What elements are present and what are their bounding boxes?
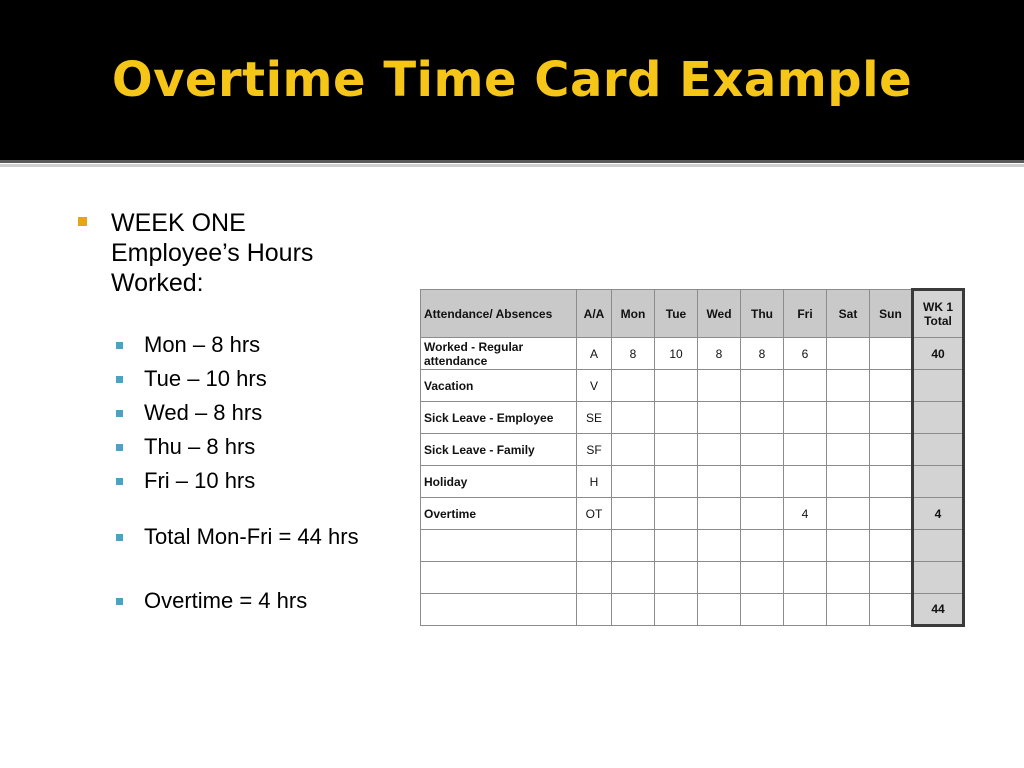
cell-aa: H — [577, 466, 612, 498]
table-header-row — [421, 290, 964, 338]
table-row — [421, 434, 964, 466]
header-attendance: Attendance/ Absences — [421, 290, 577, 338]
cell-sun — [870, 594, 913, 626]
list-item-text: Wed – 8 hrs — [144, 400, 263, 425]
cell-mon — [612, 402, 655, 434]
cell-attendance — [421, 562, 577, 594]
header-mon: Mon — [612, 290, 655, 338]
cell-aa — [577, 594, 612, 626]
cell-fri: 4 — [784, 498, 827, 530]
cell-mon — [612, 370, 655, 402]
cell-thu — [741, 466, 784, 498]
cell-mon — [612, 498, 655, 530]
bullet-content — [78, 208, 378, 620]
cell-sun — [870, 338, 913, 370]
cell-aa: SE — [577, 402, 612, 434]
cell-sat — [827, 466, 870, 498]
cell-thu — [741, 530, 784, 562]
cell-mon — [612, 466, 655, 498]
cell-week-total: 4 — [913, 498, 964, 530]
cell-week-total — [913, 530, 964, 562]
cell-aa: SF — [577, 434, 612, 466]
cell-wed — [698, 402, 741, 434]
cell-mon — [612, 434, 655, 466]
cell-sun — [870, 434, 913, 466]
cell-aa: OT — [577, 498, 612, 530]
cell-attendance — [421, 530, 577, 562]
cell-fri — [784, 402, 827, 434]
cell-attendance: Holiday — [421, 466, 577, 498]
table-row — [421, 402, 964, 434]
main-bullet-line2: Employee’s Hours Worked: — [111, 239, 314, 297]
cell-aa: A — [577, 338, 612, 370]
square-bullet-icon — [116, 342, 123, 349]
table-row — [421, 466, 964, 498]
cell-attendance: Vacation — [421, 370, 577, 402]
cell-thu — [741, 370, 784, 402]
cell-tue — [655, 402, 698, 434]
cell-attendance — [421, 594, 577, 626]
table-row — [421, 530, 964, 562]
cell-tue — [655, 594, 698, 626]
cell-sun — [870, 466, 913, 498]
cell-thu — [741, 498, 784, 530]
cell-sat — [827, 402, 870, 434]
cell-tue — [655, 434, 698, 466]
cell-week-total — [913, 434, 964, 466]
list-item — [78, 364, 378, 394]
cell-wed — [698, 434, 741, 466]
cell-attendance: Sick Leave - Employee — [421, 402, 577, 434]
cell-aa: V — [577, 370, 612, 402]
table-body — [421, 338, 964, 626]
list-item — [78, 466, 378, 496]
cell-fri — [784, 530, 827, 562]
header-sat: Sat — [827, 290, 870, 338]
cell-week-total — [913, 370, 964, 402]
cell-fri — [784, 434, 827, 466]
cell-sat — [827, 434, 870, 466]
cell-week-total — [913, 466, 964, 498]
header-wed: Wed — [698, 290, 741, 338]
list-item — [78, 432, 378, 462]
cell-sun — [870, 370, 913, 402]
cell-wed — [698, 594, 741, 626]
cell-sat — [827, 562, 870, 594]
table-row — [421, 498, 964, 530]
square-bullet-icon — [116, 410, 123, 417]
cell-tue — [655, 498, 698, 530]
cell-sat — [827, 530, 870, 562]
list-item-text: Mon – 8 hrs — [144, 332, 261, 357]
cell-sat — [827, 594, 870, 626]
cell-fri — [784, 370, 827, 402]
total-text: Total Mon-Fri = 44 hrs — [144, 524, 359, 549]
cell-sat — [827, 370, 870, 402]
overtime-item — [78, 586, 378, 616]
cell-attendance: Worked - Regular attendance — [421, 338, 577, 370]
cell-fri — [784, 594, 827, 626]
cell-sun — [870, 562, 913, 594]
header-week-total: WK 1 Total — [913, 290, 964, 338]
divider-light — [0, 164, 1024, 167]
cell-week-total — [913, 562, 964, 594]
cell-mon — [612, 530, 655, 562]
cell-aa — [577, 530, 612, 562]
cell-fri: 6 — [784, 338, 827, 370]
header-aa: A/A — [577, 290, 612, 338]
list-item-text: Tue – 10 hrs — [144, 366, 267, 391]
square-bullet-icon — [116, 534, 123, 541]
header-fri: Fri — [784, 290, 827, 338]
overtime-text: Overtime = 4 hrs — [144, 588, 308, 613]
main-bullet-line1: WEEK ONE — [111, 209, 246, 237]
cell-tue — [655, 530, 698, 562]
cell-thu — [741, 402, 784, 434]
cell-wed — [698, 370, 741, 402]
cell-mon: 8 — [612, 338, 655, 370]
cell-sat — [827, 338, 870, 370]
cell-mon — [612, 594, 655, 626]
list-item-text: Thu – 8 hrs — [144, 434, 256, 459]
cell-sat — [827, 498, 870, 530]
cell-wed — [698, 466, 741, 498]
cell-sun — [870, 402, 913, 434]
square-bullet-icon — [116, 478, 123, 485]
table-row — [421, 562, 964, 594]
cell-week-total: 44 — [913, 594, 964, 626]
table-row — [421, 594, 964, 626]
header-thu: Thu — [741, 290, 784, 338]
cell-aa — [577, 562, 612, 594]
list-item — [78, 330, 378, 360]
cell-tue: 10 — [655, 338, 698, 370]
cell-week-total — [913, 402, 964, 434]
cell-sun — [870, 530, 913, 562]
cell-wed — [698, 530, 741, 562]
cell-thu — [741, 562, 784, 594]
cell-week-total: 40 — [913, 338, 964, 370]
cell-fri — [784, 466, 827, 498]
header-tue: Tue — [655, 290, 698, 338]
cell-wed — [698, 562, 741, 594]
cell-attendance: Sick Leave - Family — [421, 434, 577, 466]
main-bullet — [78, 208, 378, 298]
cell-sun — [870, 498, 913, 530]
square-bullet-icon — [78, 217, 87, 226]
cell-wed — [698, 498, 741, 530]
cell-attendance: Overtime — [421, 498, 577, 530]
list-item — [78, 398, 378, 428]
slide-title: Overtime Time Card Example — [111, 52, 913, 108]
square-bullet-icon — [116, 598, 123, 605]
cell-tue — [655, 370, 698, 402]
cell-thu — [741, 594, 784, 626]
cell-thu — [741, 434, 784, 466]
square-bullet-icon — [116, 444, 123, 451]
total-item — [78, 522, 378, 552]
cell-mon — [612, 562, 655, 594]
cell-tue — [655, 466, 698, 498]
cell-fri — [784, 562, 827, 594]
square-bullet-icon — [116, 376, 123, 383]
cell-wed: 8 — [698, 338, 741, 370]
table-row — [421, 370, 964, 402]
divider-dark — [0, 160, 1024, 163]
day-hours-list — [78, 330, 378, 616]
table-row — [421, 338, 964, 370]
header-sun: Sun — [870, 290, 913, 338]
time-card-table — [420, 288, 965, 627]
cell-tue — [655, 562, 698, 594]
list-item-text: Fri – 10 hrs — [144, 468, 256, 493]
cell-thu: 8 — [741, 338, 784, 370]
